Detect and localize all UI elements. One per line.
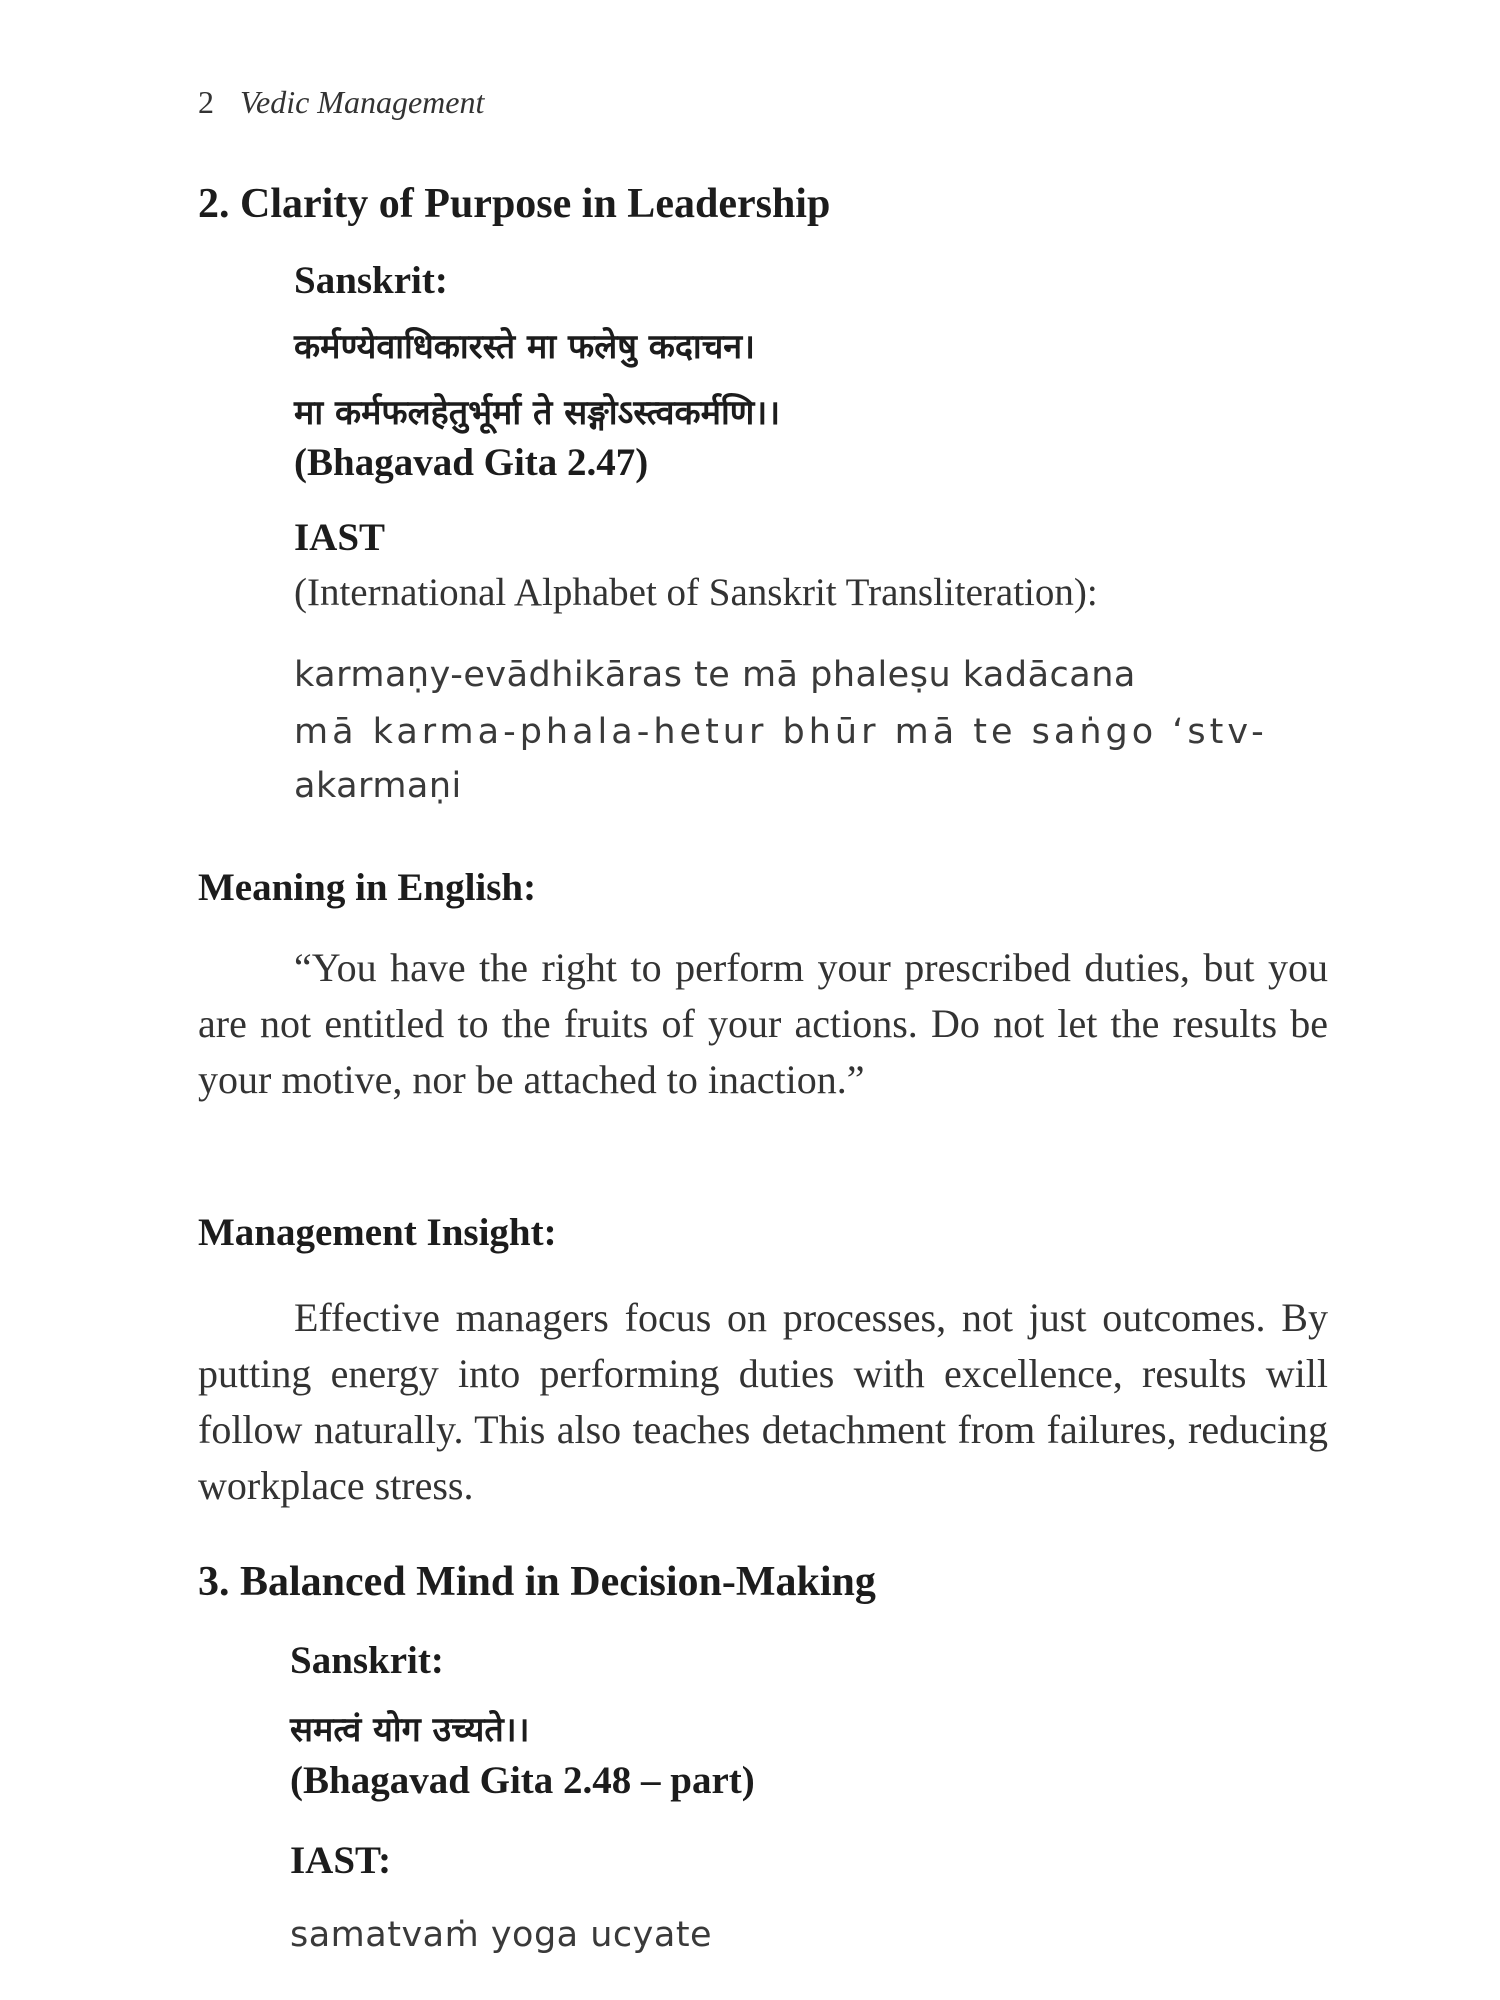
- section-3-sanskrit-line: समत्वं योग उच्यते।।: [290, 1710, 530, 1750]
- section-2-sanskrit-line-1: कर्मण्येवाधिकारस्ते मा फलेषु कदाचन।: [294, 327, 756, 367]
- section-2-iast-line-1: karmaṇy-evādhikāras te mā phaleṣu kadācana: [294, 655, 1136, 695]
- section-2-iast-label: IAST: [294, 516, 386, 559]
- section-3-iast-line: samatvaṁ yoga ucyate: [290, 1915, 713, 1955]
- section-2-iast-line-2: mā karma-phala-hetur bhūr mā te saṅgo ‘stv-: [294, 712, 1268, 752]
- section-2-sanskrit-line-2: मा कर्मफलहेतुर्भूर्मा ते सङ्गोऽस्त्वकर्मणि।।: [294, 393, 781, 433]
- section-3-sanskrit-label: Sanskrit:: [290, 1639, 444, 1682]
- section-3-iast-label: IAST:: [290, 1839, 392, 1882]
- section-2-iast-full-name: (International Alphabet of Sanskrit Transliteration):: [294, 571, 1098, 614]
- page-number: 2: [198, 84, 214, 120]
- section-3-heading: 3. Balanced Mind in Decision-Making: [198, 1559, 876, 1605]
- meaning-paragraph: “You have the right to perform your prescribed duties, but you are not entitled to the fruits of your actions. Do not let the results be your motive, nor be attached to inaction.”: [198, 945, 1328, 1102]
- section-2-sanskrit-label: Sanskrit:: [294, 259, 448, 302]
- section-2-source: (Bhagavad Gita 2.47): [294, 441, 649, 484]
- section-2-heading: 2. Clarity of Purpose in Leadership: [198, 181, 831, 227]
- section-2-iast-line-3: akarmaṇi: [294, 766, 462, 806]
- running-head: [198, 84, 484, 121]
- section-3-source: (Bhagavad Gita 2.48 – part): [290, 1759, 755, 1802]
- insight-paragraph: Effective managers focus on processes, not just outcomes. By putting energy into performing duties with excellence, results will follow naturally. This also teaches detachment from failures, reducing workplace stress.: [198, 1295, 1328, 1508]
- meaning-heading: Meaning in English:: [198, 866, 537, 909]
- insight-heading: Management Insight:: [198, 1211, 557, 1254]
- book-title: Vedic Management: [240, 84, 485, 120]
